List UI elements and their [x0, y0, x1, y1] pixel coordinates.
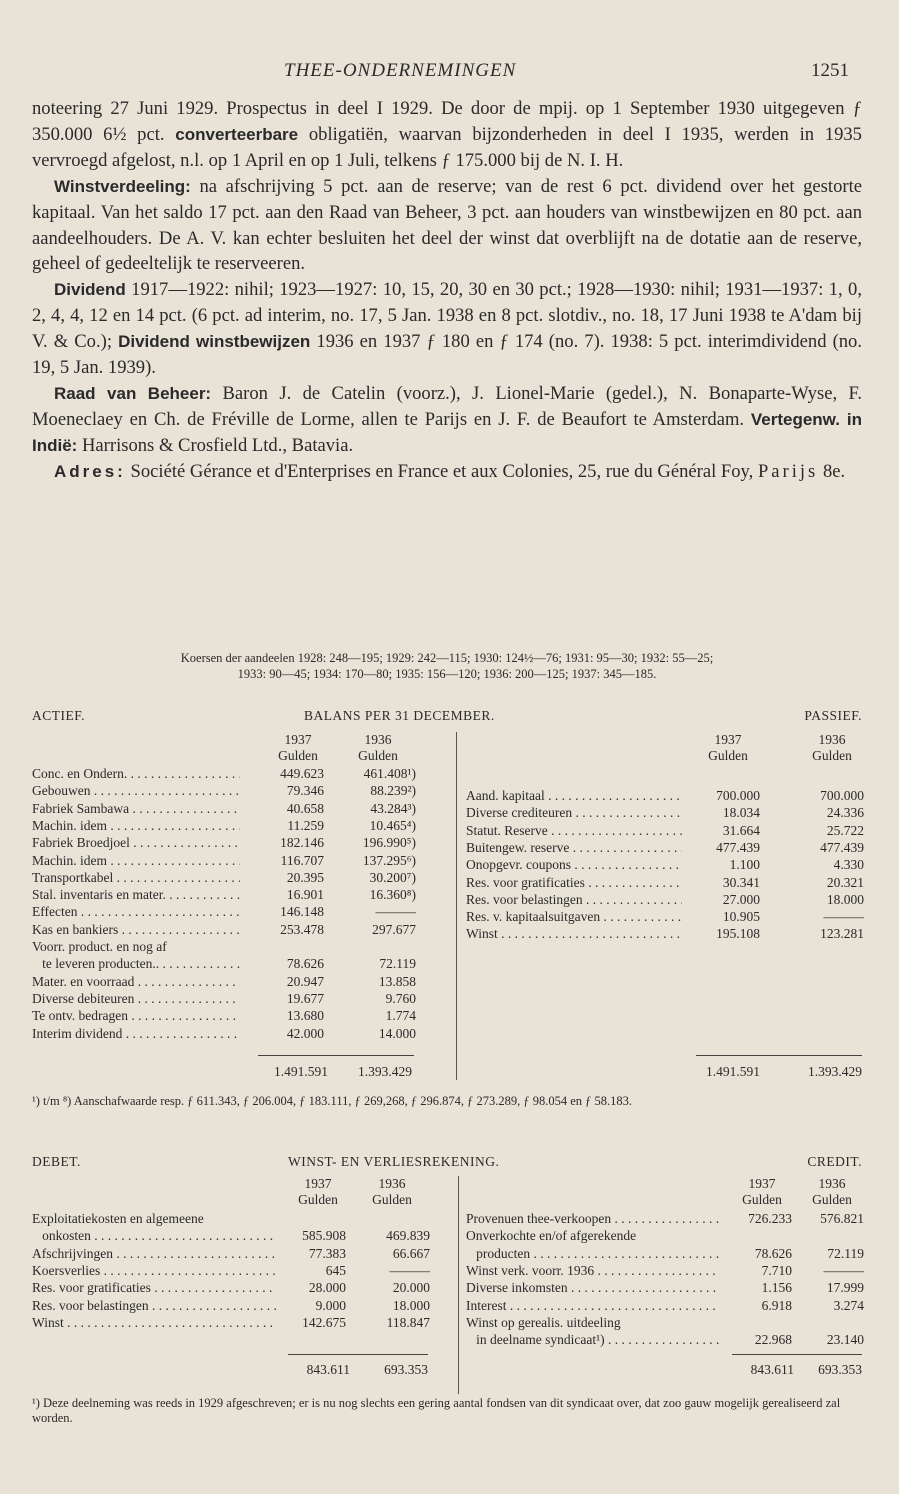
credit-value-1937: 1.156 — [761, 1280, 792, 1296]
credit-unit-1937: Gulden — [742, 1192, 782, 1207]
koersen-note: Koersen der aandeelen 1928: 248—195; 1929: 242—115; 1930: 124½—76; 1931: 95—30; 1932: 55—25; 1933: 90—45; 1934: 170—80; 1935: 156—120; 1936: 200—125; 1937: 345—185. — [180, 651, 714, 681]
passief-value-1936: 477.439 — [820, 839, 864, 855]
actief-value-1937: 78.626 — [286, 956, 324, 972]
debet-value-1937: 645 — [325, 1262, 346, 1278]
actief-value-1937: 146.148 — [280, 904, 324, 920]
credit-value-1937: 6.918 — [761, 1297, 792, 1313]
actief-value-1936: 72.119 — [379, 956, 416, 972]
credit-row-label: Winst op gerealis. uitdeeling — [466, 1314, 621, 1330]
debet-value-1937: 9.000 — [315, 1297, 346, 1313]
actief-value-1937: 253.478 — [280, 921, 324, 937]
actief-value-1937: 182.146 — [280, 835, 324, 851]
actief-value-1937: 16.901 — [286, 887, 324, 903]
debet-row-label: Res. voor gratificaties . . . — [32, 1280, 276, 1296]
credit-row-label: in deelname syndicaat¹) . . . — [466, 1332, 720, 1348]
debet-row-label: Winst . . . — [32, 1315, 276, 1331]
actief-total-rule — [258, 1055, 414, 1056]
passief-value-1937: 477.439 — [716, 839, 760, 855]
passief-value-1936: 25.722 — [826, 822, 864, 838]
credit-year-1937: 1937 — [748, 1176, 776, 1191]
actief-value-1937: 13.680 — [286, 1008, 324, 1024]
actief-unit-1936: Gulden — [358, 748, 398, 763]
credit-value-1936: 576.821 — [820, 1211, 864, 1226]
debet-value-1937: 77.383 — [308, 1245, 346, 1261]
passief-total-1937: 1.491.591 — [706, 1064, 760, 1079]
passief-value-1937: 1.100 — [729, 857, 760, 873]
passief-unit-1937: Gulden — [708, 748, 748, 763]
credit-value-1936: ——— — [823, 1262, 864, 1278]
actief-value-1936: 9.760 — [385, 990, 416, 1006]
passief-row-label: Aand. kapitaal . . . — [466, 788, 682, 804]
debet-total-1937: 843.611 — [306, 1362, 350, 1377]
balans-title: BALANS PER 31 DECEMBER. — [304, 708, 495, 723]
actief-value-1937: 20.395 — [286, 869, 324, 885]
actief-value-1936: 297.677 — [372, 921, 416, 937]
actief-value-1936: 196.990⁵) — [362, 835, 416, 851]
debet-row-label: onkosten . . . — [32, 1228, 276, 1244]
passief-value-1937: 10.905 — [722, 909, 760, 925]
debet-total-rule — [288, 1354, 428, 1355]
passief-value-1936: 700.000 — [820, 788, 864, 803]
actief-value-1936: 43.284³) — [370, 800, 416, 816]
winst-en-verlies-table — [32, 1154, 862, 1394]
actief-row-label: Machin. idem . . . — [32, 818, 240, 834]
body-text — [32, 96, 862, 485]
actief-row-label: Interim dividend . . . — [32, 1026, 240, 1042]
passief-row-label: Onopgevr. coupons . . . — [466, 857, 682, 873]
actief-value-1936: 461.408¹) — [363, 766, 416, 781]
passief-row-label: Res. voor gratificaties . . . — [466, 875, 682, 891]
credit-value-1937: 7.710 — [761, 1262, 792, 1278]
bold-converteerbare: converteerbare — [175, 124, 299, 144]
actief-row-label: Conc. en Ondern. . . . — [32, 766, 240, 782]
actief-value-1936: 13.858 — [378, 973, 416, 989]
debet-row-label: Koersverlies . . . — [32, 1263, 276, 1279]
passief-value-1936: 18.000 — [826, 891, 864, 907]
credit-value-1937: 78.626 — [754, 1245, 792, 1261]
debet-value-1936: ——— — [389, 1262, 430, 1278]
actief-value-1936: ——— — [375, 904, 416, 920]
actief-row-label: Fabriek Broedjoel . . . — [32, 835, 240, 851]
passief-value-1936: 24.336 — [826, 805, 864, 821]
paragraph-winstverdeeling: Winstverdeeling: na afschrijving 5 pct. aan de reserve; van de rest 6 pct. dividend over het gestorte kapitaal. Van het saldo 17 pct. aan den Raad van Beheer, 3 pct. aan houders van winstbewijzen en 80 pct. aan aandeelhouders. De A. V. kan echter besluiten het deel der winst dat overblijft na de dotatie aan de reserve, geheel of gedeeltelijk te reserveeren. — [32, 175, 862, 275]
actief-year-1937: 1937 — [284, 732, 312, 747]
passief-year-1936: 1936 — [818, 732, 846, 747]
actief-row-label: Voorr. product. en nog af — [32, 939, 167, 954]
debet-value-1936: 66.667 — [392, 1245, 430, 1261]
debet-value-1937: 142.675 — [302, 1314, 346, 1330]
credit-row-label: Interest . . . — [466, 1298, 720, 1314]
winst-divider — [458, 1176, 459, 1394]
actief-row-label: Te ontv. bedragen . . . — [32, 1008, 240, 1024]
balans-divider — [456, 732, 457, 1080]
credit-value-1936: 3.274 — [833, 1297, 864, 1313]
actief-row-label: Fabriek Sambawa . . . — [32, 801, 240, 817]
credit-row-label: Diverse inkomsten . . . — [466, 1280, 720, 1296]
paragraph-raad-van-beheer: Raad van Beheer: Baron J. de Catelin (voorz.), J. Lionel-Marie (gedel.), N. Bonaparte-Wyse, F. Moeneclaey en Ch. de Fréville de Lorme, allen te Parijs en J. F. de Beaufort te Amsterdam. Vertegenw. in Indië: Harrisons & Crosfield Ltd., Batavia. — [32, 382, 862, 456]
actief-value-1937: 42.000 — [286, 1025, 324, 1041]
actief-value-1936: 30.200⁷) — [369, 869, 416, 885]
credit-total-1937: 843.611 — [750, 1362, 794, 1377]
actief-unit-1937: Gulden — [278, 748, 318, 763]
actief-value-1937: 11.259 — [287, 817, 324, 833]
passief-total-1936: 1.393.429 — [808, 1064, 862, 1079]
actief-row-label: Kas en bankiers . . . — [32, 922, 240, 938]
actief-year-1936: 1936 — [364, 732, 392, 747]
credit-value-1936: 17.999 — [826, 1280, 864, 1296]
debet-heading: DEBET. — [32, 1154, 81, 1169]
credit-row-label: producten . . . — [466, 1246, 720, 1262]
passief-unit-1936: Gulden — [812, 748, 852, 763]
actief-row-label: Transportkabel . . . — [32, 870, 240, 886]
actief-row-label: Diverse debiteuren . . . — [32, 991, 240, 1007]
actief-row-label: Mater. en voorraad . . . — [32, 974, 240, 990]
credit-value-1937: 726.233 — [748, 1211, 792, 1226]
credit-row-label: Provenuen thee-verkoopen . . . — [466, 1211, 720, 1227]
actief-row-label: Effecten . . . — [32, 904, 240, 920]
actief-total-1936: 1.393.429 — [358, 1064, 412, 1079]
actief-value-1937: 19.677 — [286, 990, 324, 1006]
actief-value-1937: 20.947 — [286, 973, 324, 989]
passief-total-rule — [696, 1055, 862, 1056]
credit-value-1936: 23.140 — [826, 1332, 864, 1348]
page-number: 1251 — [811, 60, 849, 81]
debet-unit-1937: Gulden — [298, 1192, 338, 1207]
actief-value-1937: 40.658 — [286, 800, 324, 816]
passief-value-1936: 20.321 — [826, 874, 864, 890]
passief-value-1937: 31.664 — [722, 822, 760, 838]
debet-value-1936: 118.847 — [386, 1314, 430, 1330]
passief-row-label: Statut. Reserve . . . — [466, 823, 682, 839]
page-header — [0, 60, 899, 88]
passief-value-1937: 30.341 — [722, 874, 760, 890]
actief-value-1936: 10.465⁴) — [369, 817, 416, 833]
passief-row-label: Buitengew. reserve . . . — [466, 840, 682, 856]
credit-total-rule — [732, 1354, 862, 1355]
debet-year-1937: 1937 — [304, 1176, 332, 1191]
running-title: THEE-ONDERNEMINGEN — [284, 60, 517, 81]
debet-value-1936: 20.000 — [392, 1280, 430, 1296]
actief-value-1936: 88.239²) — [370, 783, 416, 799]
passief-row-label: Res. voor belastingen . . . — [466, 892, 682, 908]
credit-row-label: Winst verk. voorr. 1936 . . . — [466, 1263, 720, 1279]
passief-value-1937: 27.000 — [722, 891, 760, 907]
passief-row-label: Res. v. kapitaalsuitgaven . . . — [466, 909, 682, 925]
paragraph-prospectus: noteering 27 Juni 1929. Prospectus in deel I 1929. De door de mpij. op 1 September 1930 uitgegeven ƒ 350.000 6½ pct. converteerbare obligatiën, waarvan bijzonderheden in deel I 1935, werden in 1935 vervroegd afgelost, n.l. op 1 April en op 1 Juli, telkens ƒ 175.000 bij de N. I. H. — [32, 98, 862, 171]
debet-row-label: Res. voor belastingen . . . — [32, 1298, 276, 1314]
winst-title: WINST- EN VERLIESREKENING. — [288, 1154, 500, 1169]
paragraph-adres: Adres: Société Gérance et d'Enterprises en France et aux Colonies, 25, rue du Général Foy, Parijs 8e. — [54, 460, 846, 482]
balans-table — [32, 708, 862, 1088]
actief-value-1936: 137.295⁶) — [362, 852, 416, 868]
debet-unit-1936: Gulden — [372, 1192, 412, 1207]
passief-value-1937: 18.034 — [722, 805, 760, 821]
credit-heading: CREDIT. — [807, 1154, 862, 1169]
passief-value-1936: 4.330 — [833, 857, 864, 873]
debet-row-label: Afschrijvingen . . . — [32, 1246, 276, 1262]
actief-row-label: te leveren producten.. . . . — [32, 956, 240, 972]
debet-value-1936: 18.000 — [392, 1297, 430, 1313]
actief-row-label: Machin. idem . . . — [32, 853, 240, 869]
actief-row-label: Gebouwen . . . — [32, 783, 240, 799]
credit-row-label: Onverkochte en/of afgerekende — [466, 1228, 637, 1244]
credit-total-1936: 693.353 — [818, 1362, 862, 1377]
actief-total-1937: 1.491.591 — [274, 1064, 328, 1079]
debet-value-1937: 28.000 — [308, 1280, 346, 1296]
actief-value-1937: 79.346 — [286, 783, 324, 799]
paragraph-dividend: Dividend 1917—1922: nihil; 1923—1927: 10, 15, 20, 30 en 30 pct.; 1928—1930: nihil; 1931—1937: 1, 0, 2, 4, 4, 12 en 14 pct. (6 pct. ad interim, no. 17, 5 Jan. 1938 en 8 pct. slotdiv., no. 18, 17 Juni 1938 te A'dam bij V. & Co.); Dividend winstbewijzen 1936 en 1937 ƒ 180 en ƒ 174 (no. 7). 1938: 5 pct. interimdividend (no. 19, 5 Jan. 1939). — [32, 279, 863, 379]
actief-value-1936: 1.774 — [385, 1008, 416, 1024]
debet-value-1937: 585.908 — [302, 1228, 346, 1244]
debet-value-1936: 469.839 — [386, 1228, 430, 1244]
passief-row-label: Winst . . . — [466, 926, 682, 942]
debet-row-label: Exploitatiekosten en algemeene — [32, 1211, 204, 1226]
actief-heading: ACTIEF. — [32, 708, 86, 723]
debet-year-1936: 1936 — [378, 1176, 406, 1191]
passief-heading: PASSIEF. — [804, 708, 862, 723]
passief-value-1937: 195.108 — [716, 926, 760, 942]
credit-year-1936: 1936 — [818, 1176, 846, 1191]
passief-value-1936: ——— — [823, 909, 864, 925]
actief-row-label: Stal. inventaris en mater. . . . — [32, 887, 240, 903]
credit-unit-1936: Gulden — [812, 1192, 852, 1207]
actief-value-1936: 16.360⁸) — [369, 887, 416, 903]
passief-row-label: Diverse crediteuren . . . — [466, 805, 682, 821]
passief-value-1936: 123.281 — [820, 926, 864, 942]
actief-value-1936: 14.000 — [378, 1025, 416, 1041]
balans-footnote: ¹) t/m ⁸) Aanschafwaarde resp. ƒ 611.343, ƒ 206.004, ƒ 183.111, ƒ 269,268, ƒ 296.874, ƒ 273.289, ƒ 98.054 en ƒ 58.183. — [32, 1094, 633, 1108]
winst-footnote: ¹) Deze deelneming was reeds in 1929 afgeschreven; er is nu nog slechts een gering aantal fondsen van dit syndicaat over, dat zoo gauw mogelijk gerealiseerd zal worden. — [32, 1396, 841, 1425]
passief-year-1937: 1937 — [714, 732, 742, 747]
debet-total-1936: 693.353 — [384, 1362, 428, 1377]
actief-value-1937: 116.707 — [280, 852, 324, 868]
credit-value-1937: 22.968 — [754, 1332, 792, 1348]
credit-value-1936: 72.119 — [827, 1245, 864, 1261]
passief-value-1937: 700.000 — [716, 788, 760, 803]
actief-value-1937: 449.623 — [280, 766, 324, 781]
